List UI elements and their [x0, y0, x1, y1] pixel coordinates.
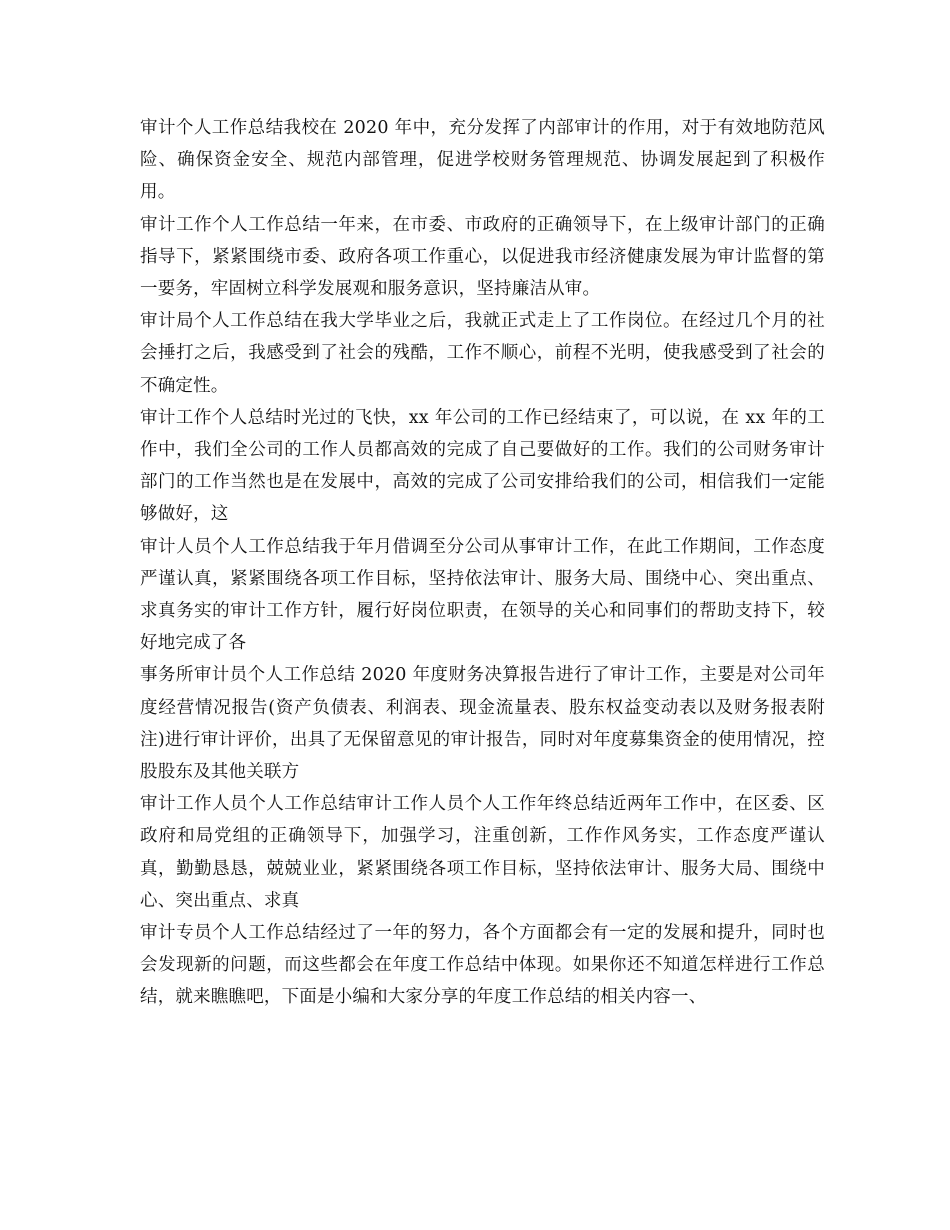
- document-body: [140, 112, 825, 1014]
- paragraph-8: 审计专员个人工作总结经过了一年的努力，各个方面都会有一定的发展和提升，同时也会发现新的问题，而这些都会在年度工作总结中体现。如果你还不知道怎样进行工作总结，就来瞧瞧吧，下面是小编和大家分享的年度工作总结的相关内容一、: [140, 923, 825, 1008]
- paragraph-2: 审计工作个人工作总结一年来，在市委、市政府的正确领导下，在上级审计部门的正确指导下，紧紧围绕市委、政府各项工作重心，以促进我市经济健康发展为审计监督的第一要务，牢固树立科学发展观和服务意识，坚持廉洁从审。: [140, 214, 825, 300]
- paragraph-1: 审计个人工作总结我校在 2020 年中，充分发挥了内部审计的作用，对于有效地防范风险、确保资金安全、规范内部管理，促进学校财务管理规范、协调发展起到了积极作用。: [140, 118, 825, 203]
- paragraph-5: 审计人员个人工作总结我于年月借调至分公司从事审计工作，在此工作期间，工作态度严谨认真，紧紧围绕各项工作目标，坚持依法审计、服务大局、围绕中心、突出重点、求真务实的审计工作方针，履行好岗位职责，在领导的关心和同事们的帮助支持下，较好地完成了各: [140, 536, 825, 654]
- paragraph-4: 审计工作个人总结时光过的飞快，xx 年公司的工作已经结束了，可以说，在 xx 年的工作中，我们全公司的工作人员都高效的完成了自己要做好的工作。我们的公司财务审计部门的工作当然也是在发展中，高效的完成了公司安排给我们的公司，相信我们一定能够做好，这: [140, 407, 825, 525]
- paragraph-3: 审计局个人工作总结在我大学毕业之后，我就正式走上了工作岗位。在经过几个月的社会捶打之后，我感受到了社会的残酷，工作不顺心，前程不光明，使我感受到了社会的不确定性。: [140, 311, 825, 396]
- paragraph-7: 审计工作人员个人工作总结审计工作人员个人工作年终总结近两年工作中，在区委、区政府和局党组的正确领导下，加强学习，注重创新，工作作风务实，工作态度严谨认真，勤勤恳恳，兢兢业业，紧紧围绕各项工作目标，坚持依法审计、服务大局、围绕中心、突出重点、求真: [140, 794, 825, 911]
- paragraph-6: 事务所审计员个人工作总结 2020 年度财务决算报告进行了审计工作，主要是对公司年度经营情况报告(资产负债表、利润表、现金流量表、股东权益变动表以及财务报表附注)进行审计评价，出具了无保留意见的审计报告，同时对年度募集资金的使用情况，控股股东及其他关联方: [140, 665, 825, 783]
